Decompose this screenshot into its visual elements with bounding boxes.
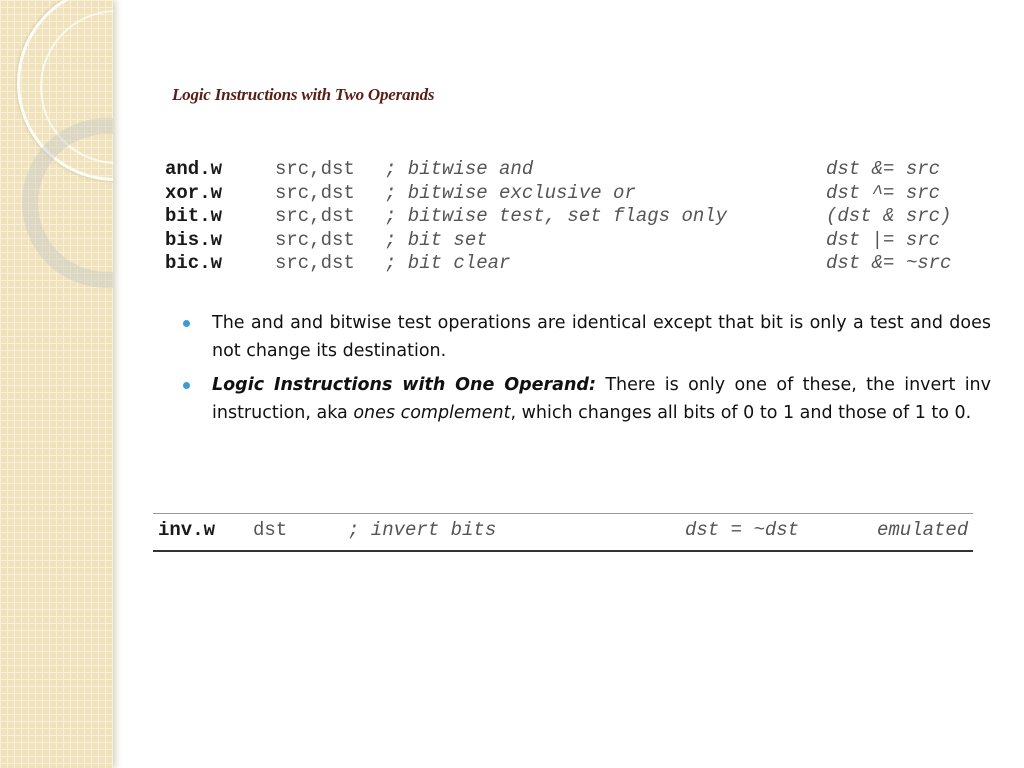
bullet-dot-icon xyxy=(183,382,190,389)
bullet-lead: Logic Instructions with One Operand: xyxy=(212,375,596,395)
decorative-sidebar xyxy=(0,0,113,768)
instruction-mnemonic: xor.w xyxy=(165,181,223,204)
instruction-comment: ; bit set xyxy=(385,228,488,251)
bullet-list xyxy=(183,309,991,433)
instruction-comment: ; bitwise exclusive or xyxy=(385,181,636,204)
bullet-item xyxy=(183,371,991,427)
instruction-comment: ; invert bits xyxy=(348,519,497,541)
bullet-dot-icon xyxy=(183,320,190,327)
instruction-operands: src,dst xyxy=(275,252,355,274)
instruction-operands: src,dst xyxy=(275,158,355,180)
instruction-mnemonic: inv.w xyxy=(158,519,216,541)
two-operand-instruction-table xyxy=(163,158,993,276)
instruction-effect: dst |= src xyxy=(826,228,941,251)
instruction-comment: ; bit clear xyxy=(385,252,511,274)
decorative-ring xyxy=(22,118,113,288)
instruction-mnemonic: bic.w xyxy=(165,252,223,274)
instruction-operands: src,dst xyxy=(275,228,355,251)
bullet-text-end: , which changes all bits of 0 to 1 and those of 1 to 0. xyxy=(510,403,972,423)
slide-title: Logic Instructions with Two Operands xyxy=(172,85,435,104)
instruction-effect: dst = ~dst xyxy=(685,519,800,541)
one-operand-instruction-table xyxy=(153,513,973,552)
instruction-row-and xyxy=(163,158,993,182)
instruction-note: emulated xyxy=(877,519,969,541)
instruction-comment: ; bitwise test, set flags only xyxy=(385,205,728,227)
instruction-row-bic xyxy=(163,252,993,276)
instruction-effect: (dst & src) xyxy=(826,205,952,227)
instruction-row-xor xyxy=(163,182,993,206)
instruction-effect: dst &= ~src xyxy=(826,252,952,274)
instruction-effect: dst &= src xyxy=(826,158,941,180)
instruction-operands: src,dst xyxy=(275,205,355,227)
instruction-comment: ; bitwise and xyxy=(385,158,534,180)
instruction-mnemonic: bit.w xyxy=(165,205,223,227)
instruction-row-bis xyxy=(163,229,993,253)
instruction-mnemonic: bis.w xyxy=(165,228,223,251)
instruction-row-bit xyxy=(163,205,993,229)
bullet-text: The and and bitwise test operations are identical except that bit is only a test and does not change its destination. xyxy=(212,313,991,361)
instruction-operands: src,dst xyxy=(275,181,355,204)
bullet-emphasis: ones complement xyxy=(353,403,511,423)
instruction-mnemonic: and.w xyxy=(165,158,223,180)
instruction-operands: dst xyxy=(253,519,288,541)
bullet-item xyxy=(183,309,991,365)
instruction-effect: dst ^= src xyxy=(826,181,941,204)
bullet-text: There is only one of these, the invert inv instruction, aka xyxy=(212,375,992,423)
